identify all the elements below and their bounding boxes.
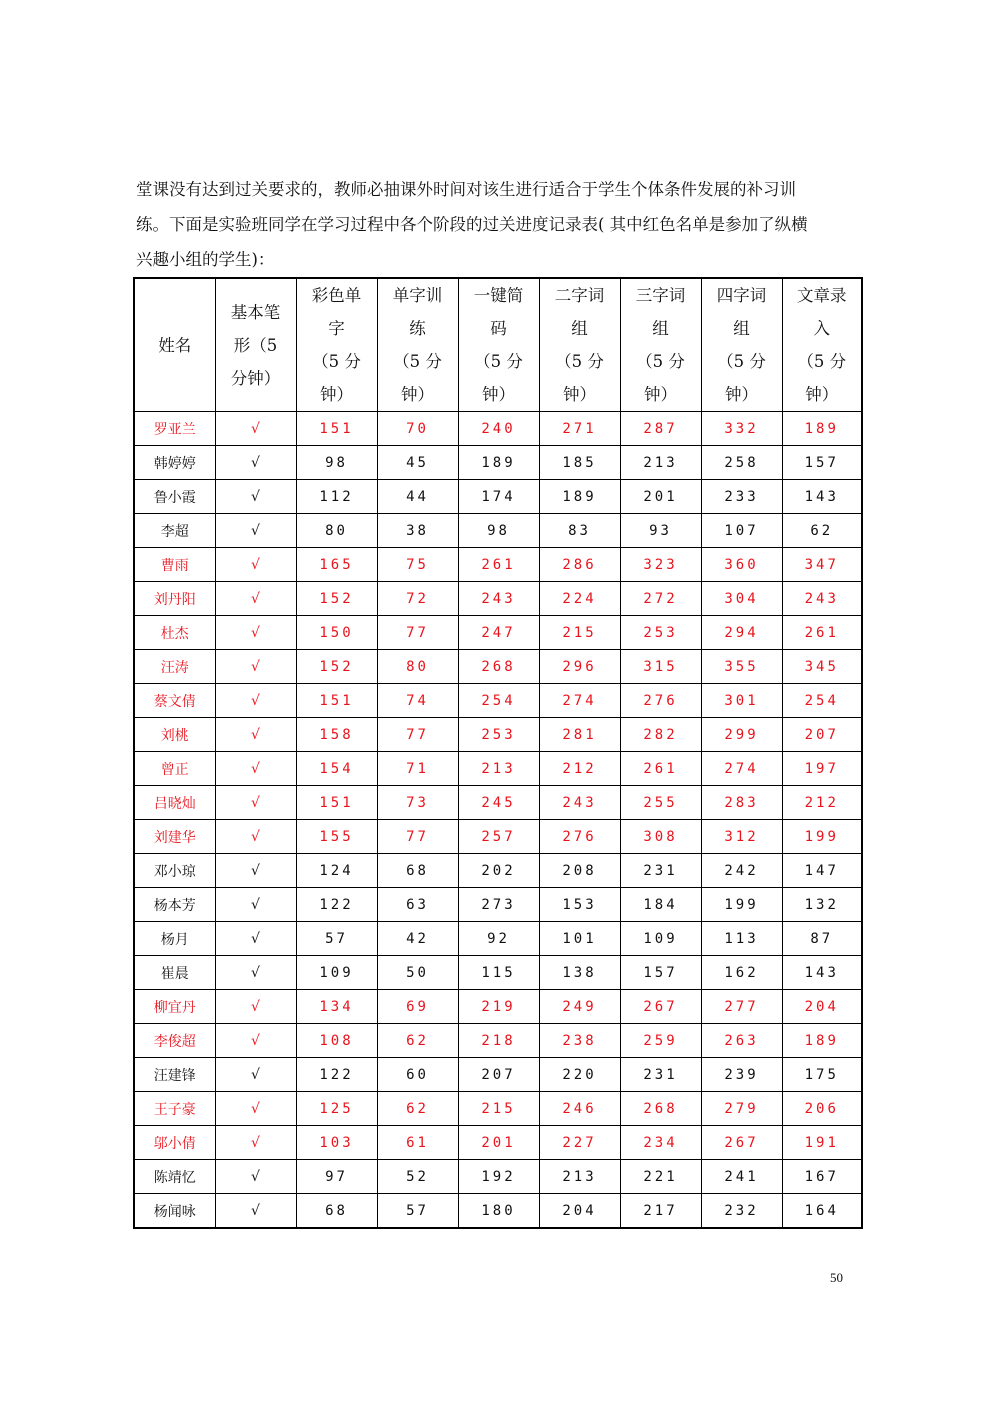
score-cell: 332 — [701, 412, 782, 446]
score-cell: 92 — [458, 922, 539, 956]
score-cell: 192 — [458, 1160, 539, 1194]
score-cell: 189 — [782, 1024, 862, 1058]
score-cell: 294 — [701, 616, 782, 650]
score-cell: 207 — [782, 718, 862, 752]
score-cell: 212 — [782, 786, 862, 820]
score-cell: 45 — [377, 446, 458, 480]
column-header-line: 单字训 — [392, 286, 443, 305]
score-cell: 202 — [458, 854, 539, 888]
score-cell: 80 — [377, 650, 458, 684]
score-cell: 261 — [620, 752, 701, 786]
score-cell: 77 — [377, 820, 458, 854]
table-row — [134, 650, 862, 684]
column-header-line: （5 分 — [636, 352, 685, 371]
column-header-line: 形（5 — [233, 335, 278, 355]
check-mark-cell: √ — [215, 786, 296, 820]
score-cell: 218 — [458, 1024, 539, 1058]
table-row — [134, 412, 862, 446]
score-cell: 83 — [539, 514, 620, 548]
student-name: 李超 — [134, 514, 215, 548]
score-cell: 61 — [377, 1126, 458, 1160]
check-mark-cell: √ — [215, 684, 296, 718]
score-cell: 158 — [296, 718, 377, 752]
score-cell: 122 — [296, 1058, 377, 1092]
check-mark-cell: √ — [215, 1092, 296, 1126]
column-header-line: 二字词 — [554, 286, 605, 305]
check-mark-cell: √ — [215, 820, 296, 854]
score-cell: 243 — [539, 786, 620, 820]
column-header-line: 文章录 — [797, 286, 847, 305]
score-cell: 44 — [377, 480, 458, 514]
column-header-line: 分钟） — [230, 368, 281, 388]
score-cell: 152 — [296, 650, 377, 684]
score-cell: 221 — [620, 1160, 701, 1194]
score-cell: 204 — [539, 1194, 620, 1229]
score-cell: 323 — [620, 548, 701, 582]
score-cell: 109 — [296, 956, 377, 990]
student-name: 韩婷婷 — [134, 446, 215, 480]
table-row — [134, 718, 862, 752]
score-cell: 253 — [620, 616, 701, 650]
intro-line: 兴趣小组的学生)： — [136, 250, 275, 269]
header-row — [134, 278, 862, 412]
score-cell: 360 — [701, 548, 782, 582]
student-name: 邓小琼 — [134, 854, 215, 888]
score-cell: 68 — [296, 1194, 377, 1229]
score-cell: 204 — [782, 990, 862, 1024]
score-cell: 77 — [377, 718, 458, 752]
score-cell: 301 — [701, 684, 782, 718]
score-cell: 201 — [458, 1126, 539, 1160]
student-name: 吕晓灿 — [134, 786, 215, 820]
check-mark-cell: √ — [215, 446, 296, 480]
student-name: 曾正 — [134, 752, 215, 786]
score-cell: 184 — [620, 888, 701, 922]
score-cell: 238 — [539, 1024, 620, 1058]
score-cell: 197 — [782, 752, 862, 786]
score-cell: 157 — [620, 956, 701, 990]
score-cell: 219 — [458, 990, 539, 1024]
student-name: 汪建锋 — [134, 1058, 215, 1092]
score-cell: 242 — [701, 854, 782, 888]
student-name: 杨月 — [134, 922, 215, 956]
student-name: 蔡文倩 — [134, 684, 215, 718]
score-cell: 151 — [296, 412, 377, 446]
score-cell: 258 — [701, 446, 782, 480]
score-cell: 73 — [377, 786, 458, 820]
score-cell: 143 — [782, 956, 862, 990]
score-cell: 247 — [458, 616, 539, 650]
score-cell: 143 — [782, 480, 862, 514]
student-name: 曹雨 — [134, 548, 215, 582]
column-header-line: 练 — [409, 319, 426, 338]
column-header-line: 钟） — [563, 385, 596, 404]
score-cell: 62 — [377, 1024, 458, 1058]
score-cell: 234 — [620, 1126, 701, 1160]
score-cell: 267 — [620, 990, 701, 1024]
score-cell: 263 — [701, 1024, 782, 1058]
score-cell: 75 — [377, 548, 458, 582]
score-cell: 243 — [458, 582, 539, 616]
score-cell: 191 — [782, 1126, 862, 1160]
check-mark-cell: √ — [215, 582, 296, 616]
score-cell: 42 — [377, 922, 458, 956]
score-cell: 220 — [539, 1058, 620, 1092]
check-mark-cell: √ — [215, 854, 296, 888]
score-cell: 50 — [377, 956, 458, 990]
column-header-line: 彩色单 — [311, 286, 362, 305]
check-mark-cell: √ — [215, 1024, 296, 1058]
column-header-line: 三字词 — [635, 286, 686, 305]
table-row — [134, 480, 862, 514]
score-cell: 112 — [296, 480, 377, 514]
check-mark-cell: √ — [215, 1058, 296, 1092]
score-cell: 62 — [377, 1092, 458, 1126]
column-header-line: （5 分 — [474, 352, 523, 371]
table-row — [134, 752, 862, 786]
score-cell: 157 — [782, 446, 862, 480]
score-cell: 246 — [539, 1092, 620, 1126]
score-cell: 103 — [296, 1126, 377, 1160]
page-number: 50 — [830, 1270, 843, 1285]
table-row — [134, 446, 862, 480]
score-cell: 277 — [701, 990, 782, 1024]
column-header-line: 钟） — [320, 385, 353, 404]
score-cell: 164 — [782, 1194, 862, 1229]
column-header-line: 组 — [652, 319, 669, 338]
column-header — [620, 278, 701, 412]
score-cell: 249 — [539, 990, 620, 1024]
score-cell: 315 — [620, 650, 701, 684]
score-cell: 232 — [701, 1194, 782, 1229]
student-name: 王子豪 — [134, 1092, 215, 1126]
student-name: 鲁小霞 — [134, 480, 215, 514]
table-row — [134, 956, 862, 990]
check-mark-cell: √ — [215, 752, 296, 786]
score-cell: 57 — [377, 1194, 458, 1229]
score-cell: 254 — [458, 684, 539, 718]
score-cell: 283 — [701, 786, 782, 820]
check-mark-cell: √ — [215, 650, 296, 684]
table-row — [134, 854, 862, 888]
score-cell: 147 — [782, 854, 862, 888]
score-cell: 138 — [539, 956, 620, 990]
table-header — [134, 278, 862, 412]
intro-paragraph — [136, 172, 866, 277]
score-cell: 239 — [701, 1058, 782, 1092]
check-mark-cell: √ — [215, 1160, 296, 1194]
score-cell: 308 — [620, 820, 701, 854]
student-name: 柳宜丹 — [134, 990, 215, 1024]
score-cell: 208 — [539, 854, 620, 888]
score-cell: 155 — [296, 820, 377, 854]
column-header-line: 钟） — [482, 385, 515, 404]
check-mark-cell: √ — [215, 480, 296, 514]
table-row — [134, 1194, 862, 1229]
score-cell: 57 — [296, 922, 377, 956]
column-header — [296, 278, 377, 412]
score-cell: 107 — [701, 514, 782, 548]
score-cell: 108 — [296, 1024, 377, 1058]
score-cell: 257 — [458, 820, 539, 854]
column-header-line: 码 — [490, 319, 507, 338]
score-cell: 241 — [701, 1160, 782, 1194]
check-mark-cell: √ — [215, 990, 296, 1024]
student-name: 陈靖忆 — [134, 1160, 215, 1194]
score-cell: 165 — [296, 548, 377, 582]
score-cell: 162 — [701, 956, 782, 990]
intro-line: 练。下面是实验班同学在学习过程中各个阶段的过关进度记录表( 其中红色名单是参加了纵横 — [136, 215, 808, 234]
intro-line: 堂课没有达到过关要求的，教师必抽课外时间对该生进行适合于学生个体条件发展的补习训 — [136, 180, 796, 199]
column-header-line: （5 分 — [555, 352, 604, 371]
score-cell: 201 — [620, 480, 701, 514]
score-cell: 152 — [296, 582, 377, 616]
column-header-line: 钟） — [725, 385, 758, 404]
check-mark-cell: √ — [215, 888, 296, 922]
score-cell: 299 — [701, 718, 782, 752]
column-header-line: （5 分 — [797, 352, 847, 371]
score-cell: 279 — [701, 1092, 782, 1126]
column-header-line: （5 分 — [717, 352, 766, 371]
score-cell: 60 — [377, 1058, 458, 1092]
table-row — [134, 922, 862, 956]
table-row — [134, 684, 862, 718]
column-header-line: 四字词 — [716, 286, 767, 305]
score-cell: 80 — [296, 514, 377, 548]
score-cell: 276 — [620, 684, 701, 718]
column-header — [134, 278, 215, 412]
score-cell: 125 — [296, 1092, 377, 1126]
score-cell: 213 — [620, 446, 701, 480]
score-cell: 231 — [620, 854, 701, 888]
score-cell: 93 — [620, 514, 701, 548]
column-header-line: （5 分 — [312, 352, 361, 371]
score-cell: 224 — [539, 582, 620, 616]
score-cell: 101 — [539, 922, 620, 956]
score-cell: 150 — [296, 616, 377, 650]
check-mark-cell: √ — [215, 412, 296, 446]
student-name: 汪涛 — [134, 650, 215, 684]
score-cell: 38 — [377, 514, 458, 548]
score-cell: 115 — [458, 956, 539, 990]
score-cell: 63 — [377, 888, 458, 922]
table-row — [134, 1092, 862, 1126]
check-mark-cell: √ — [215, 956, 296, 990]
score-cell: 98 — [296, 446, 377, 480]
column-header-line: 字 — [328, 319, 345, 338]
table-row — [134, 514, 862, 548]
score-cell: 347 — [782, 548, 862, 582]
score-cell: 87 — [782, 922, 862, 956]
score-cell: 199 — [701, 888, 782, 922]
student-name: 杨闻咏 — [134, 1194, 215, 1229]
score-cell: 132 — [782, 888, 862, 922]
score-cell: 355 — [701, 650, 782, 684]
score-cell: 253 — [458, 718, 539, 752]
score-cell: 98 — [458, 514, 539, 548]
score-cell: 268 — [458, 650, 539, 684]
check-mark-cell: √ — [215, 1126, 296, 1160]
score-cell: 74 — [377, 684, 458, 718]
score-cell: 261 — [782, 616, 862, 650]
score-cell: 199 — [782, 820, 862, 854]
score-cell: 213 — [458, 752, 539, 786]
score-cell: 113 — [701, 922, 782, 956]
score-cell: 304 — [701, 582, 782, 616]
check-mark-cell: √ — [215, 718, 296, 752]
table-row — [134, 582, 862, 616]
score-cell: 312 — [701, 820, 782, 854]
score-cell: 151 — [296, 684, 377, 718]
score-cell: 180 — [458, 1194, 539, 1229]
table-row — [134, 990, 862, 1024]
student-name: 杨本芳 — [134, 888, 215, 922]
score-cell: 185 — [539, 446, 620, 480]
score-cell: 70 — [377, 412, 458, 446]
score-cell: 296 — [539, 650, 620, 684]
score-cell: 255 — [620, 786, 701, 820]
score-cell: 273 — [458, 888, 539, 922]
check-mark-cell: √ — [215, 514, 296, 548]
score-cell: 52 — [377, 1160, 458, 1194]
score-cell: 215 — [539, 616, 620, 650]
score-cell: 206 — [782, 1092, 862, 1126]
column-header-line: 一键简 — [473, 286, 524, 305]
score-cell: 254 — [782, 684, 862, 718]
score-cell: 167 — [782, 1160, 862, 1194]
score-cell: 233 — [701, 480, 782, 514]
score-cell: 151 — [296, 786, 377, 820]
table-row — [134, 888, 862, 922]
check-mark-cell: √ — [215, 616, 296, 650]
student-name: 杜杰 — [134, 616, 215, 650]
student-name: 罗亚兰 — [134, 412, 215, 446]
score-cell: 227 — [539, 1126, 620, 1160]
score-cell: 174 — [458, 480, 539, 514]
score-cell: 124 — [296, 854, 377, 888]
student-name: 邬小倩 — [134, 1126, 215, 1160]
check-mark-cell: √ — [215, 548, 296, 582]
student-name: 李俊超 — [134, 1024, 215, 1058]
score-cell: 189 — [458, 446, 539, 480]
score-cell: 212 — [539, 752, 620, 786]
score-cell: 259 — [620, 1024, 701, 1058]
column-header — [458, 278, 539, 412]
score-cell: 272 — [620, 582, 701, 616]
column-header — [539, 278, 620, 412]
score-cell: 268 — [620, 1092, 701, 1126]
column-header — [215, 278, 296, 412]
column-header — [701, 278, 782, 412]
score-cell: 153 — [539, 888, 620, 922]
table-row — [134, 548, 862, 582]
score-cell: 97 — [296, 1160, 377, 1194]
score-cell: 134 — [296, 990, 377, 1024]
score-cell: 243 — [782, 582, 862, 616]
score-cell: 345 — [782, 650, 862, 684]
score-cell: 71 — [377, 752, 458, 786]
score-cell: 154 — [296, 752, 377, 786]
check-mark-cell: √ — [215, 922, 296, 956]
score-cell: 240 — [458, 412, 539, 446]
table-row — [134, 1024, 862, 1058]
column-header-line: 钟） — [644, 385, 677, 404]
score-cell: 213 — [539, 1160, 620, 1194]
score-cell: 271 — [539, 412, 620, 446]
score-cell: 282 — [620, 718, 701, 752]
column-header-line: 基本笔 — [230, 302, 281, 322]
score-cell: 231 — [620, 1058, 701, 1092]
score-cell: 267 — [701, 1126, 782, 1160]
column-header — [377, 278, 458, 412]
score-cell: 245 — [458, 786, 539, 820]
column-header-line: 组 — [571, 319, 588, 338]
column-header-line: 姓名 — [158, 335, 192, 355]
student-name: 刘丹阳 — [134, 582, 215, 616]
table-body — [134, 412, 862, 1229]
score-cell: 215 — [458, 1092, 539, 1126]
column-header — [782, 278, 862, 412]
check-mark-cell: √ — [215, 1194, 296, 1229]
column-header-line: 入 — [813, 319, 830, 338]
student-name: 崔晨 — [134, 956, 215, 990]
score-cell: 276 — [539, 820, 620, 854]
score-cell: 274 — [701, 752, 782, 786]
score-cell: 189 — [782, 412, 862, 446]
score-cell: 69 — [377, 990, 458, 1024]
table-row — [134, 1058, 862, 1092]
score-cell: 286 — [539, 548, 620, 582]
table-row — [134, 616, 862, 650]
progress-record-table — [133, 277, 863, 1229]
score-cell: 274 — [539, 684, 620, 718]
student-name: 刘桃 — [134, 718, 215, 752]
table-row — [134, 1126, 862, 1160]
score-cell: 189 — [539, 480, 620, 514]
score-cell: 287 — [620, 412, 701, 446]
table-row — [134, 786, 862, 820]
score-cell: 122 — [296, 888, 377, 922]
score-cell: 217 — [620, 1194, 701, 1229]
score-cell: 68 — [377, 854, 458, 888]
table-row — [134, 1160, 862, 1194]
student-name: 刘建华 — [134, 820, 215, 854]
score-cell: 261 — [458, 548, 539, 582]
score-cell: 77 — [377, 616, 458, 650]
score-cell: 109 — [620, 922, 701, 956]
column-header-line: 组 — [733, 319, 750, 338]
score-cell: 62 — [782, 514, 862, 548]
table-row — [134, 820, 862, 854]
column-header-line: 钟） — [805, 385, 839, 404]
column-header-line: 钟） — [401, 385, 434, 404]
column-header-line: （5 分 — [393, 352, 442, 371]
score-cell: 281 — [539, 718, 620, 752]
score-cell: 72 — [377, 582, 458, 616]
score-cell: 207 — [458, 1058, 539, 1092]
score-cell: 175 — [782, 1058, 862, 1092]
